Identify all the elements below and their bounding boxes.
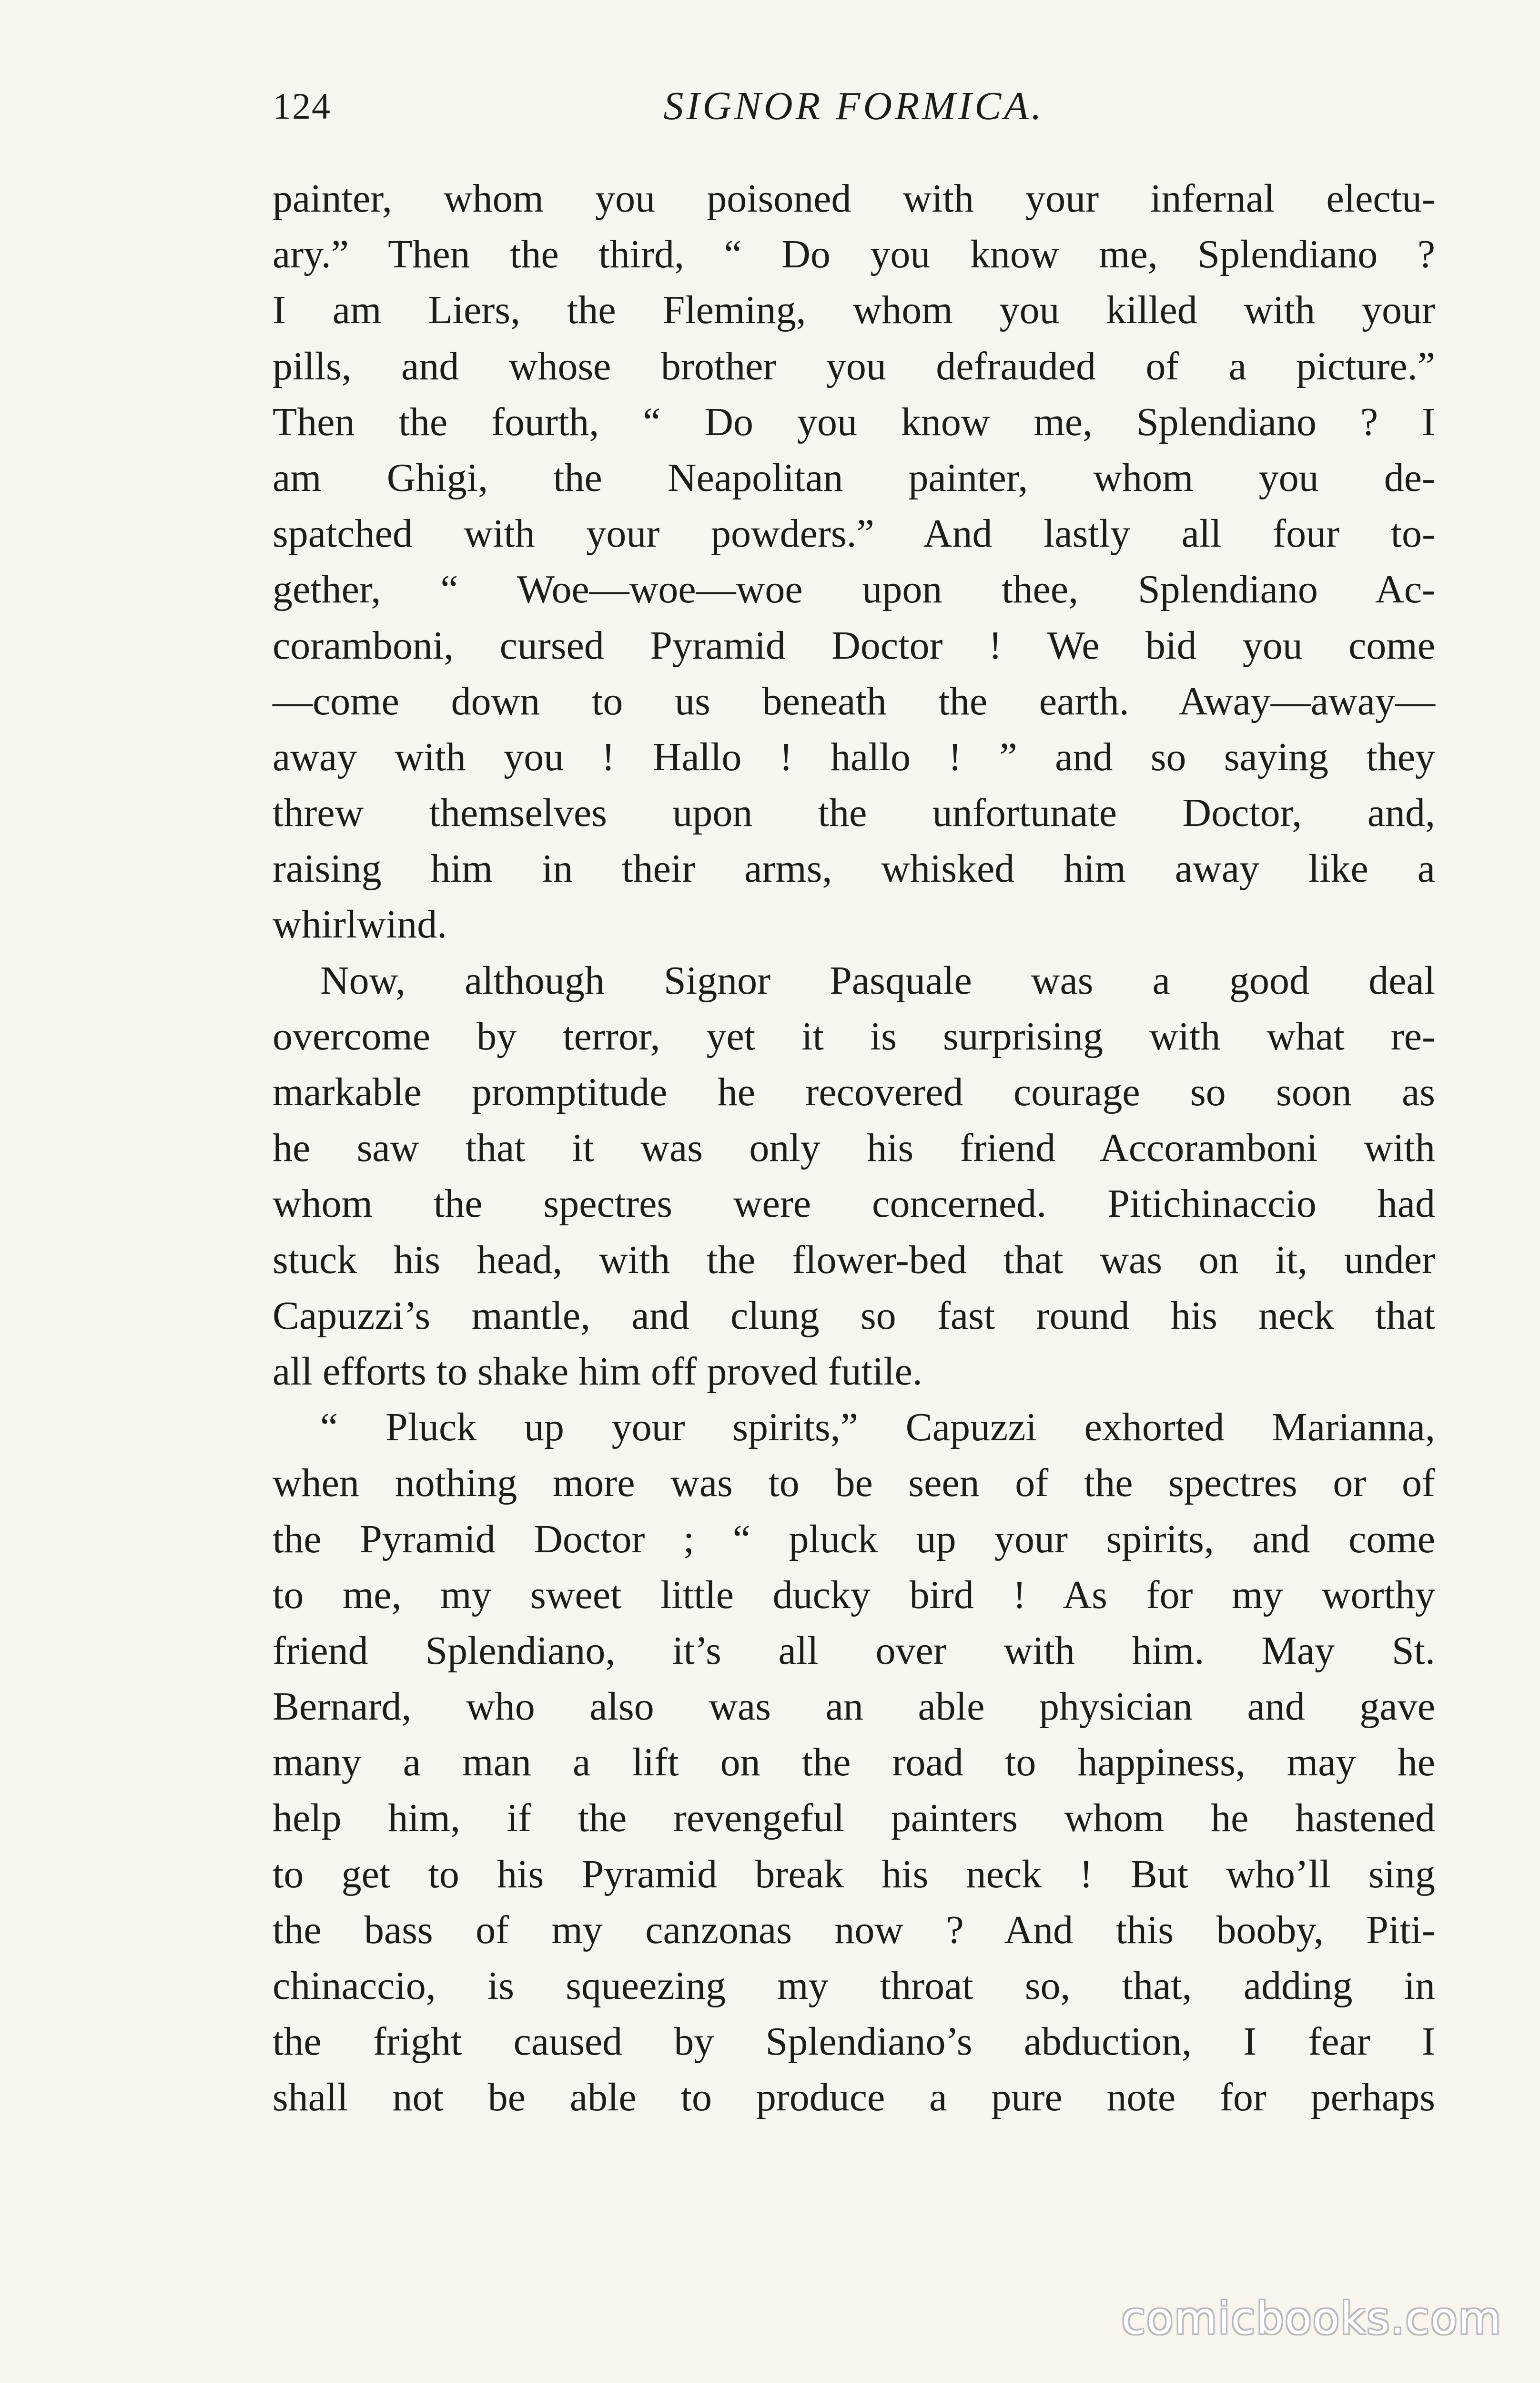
watermark: comicbooks.com <box>1121 2293 1502 2344</box>
text-line: pills, and whose brother you defrauded of a picture.” <box>273 344 1435 388</box>
text-line: Then the fourth, “ Do you know me, Splendiano ? I <box>273 399 1435 444</box>
text-line: whom the spectres were concerned. Pitichinaccio had <box>273 1181 1435 1226</box>
text-line: ary.” Then the third, “ Do you know me, Splendiano ? <box>273 232 1435 277</box>
text-line: coramboni, cursed Pyramid Doctor ! We bid you come <box>273 623 1435 668</box>
page-header <box>273 80 1435 132</box>
text-line: markable promptitude he recovered courage so soon as <box>273 1070 1435 1114</box>
text-line: overcome by terror, yet it is surprising with what re- <box>273 1014 1435 1059</box>
text-line: to me, my sweet little ducky bird ! As for my worthy <box>273 1572 1435 1617</box>
text-line: Capuzzi’s mantle, and clung so fast round his neck that <box>273 1293 1435 1338</box>
text-line: shall not be able to produce a pure note for perhaps <box>273 2075 1435 2120</box>
text-line: chinaccio, is squeezing my throat so, that, adding in <box>273 1964 1435 2008</box>
text-line: “ Pluck up your spirits,” Capuzzi exhorted Marianna, <box>320 1405 1435 1450</box>
text-line: friend Splendiano, it’s all over with him. May St. <box>273 1628 1435 1673</box>
text-line: painter, whom you poisoned with your infernal electu- <box>273 176 1435 221</box>
text-line: the bass of my canzonas now ? And this booby, Piti- <box>273 1907 1435 1952</box>
text-line: I am Liers, the Fleming, whom you killed with your <box>273 288 1435 333</box>
text-line: spatched with your powders.” And lastly all four to- <box>273 511 1435 556</box>
text-line: raising him in their arms, whisked him away like a <box>273 846 1435 891</box>
text-line: the fright caused by Splendiano’s abduction, I fear I <box>273 2019 1435 2064</box>
text-line: whirlwind. <box>273 902 447 947</box>
text-line: the Pyramid Doctor ; “ pluck up your spirits, and come <box>273 1517 1435 1561</box>
text-line: away with you ! Hallo ! hallo ! ” and so saying they <box>273 734 1435 779</box>
text-line: Bernard, who also was an able physician and gave <box>273 1684 1435 1729</box>
text-line: —come down to us beneath the earth. Away—away— <box>273 679 1435 723</box>
text-line: many a man a lift on the road to happiness, may he <box>273 1740 1435 1785</box>
running-head: SIGNOR FORMICA. <box>663 84 1044 128</box>
text-line: he saw that it was only his friend Accoramboni with <box>273 1126 1435 1171</box>
text-line: threw themselves upon the unfortunate Doctor, and, <box>273 791 1435 835</box>
text-line: when nothing more was to be seen of the spectres or of <box>273 1461 1435 1506</box>
text-line: to get to his Pyramid break his neck ! But who’ll sing <box>273 1852 1435 1896</box>
text-line: stuck his head, with the flower-bed that was on it, under <box>273 1237 1435 1282</box>
text-line: gether, “ Woe—woe—woe upon thee, Splendiano Ac- <box>273 567 1435 612</box>
text-line: all efforts to shake him off proved futile. <box>273 1349 922 1394</box>
text-line: help him, if the revengeful painters whom he hastened <box>273 1796 1435 1841</box>
text-line: Now, although Signor Pasquale was a good deal <box>320 958 1435 1003</box>
page-number: 124 <box>273 85 331 127</box>
body-text <box>273 171 1435 2126</box>
text-line: am Ghigi, the Neapolitan painter, whom you de- <box>273 455 1435 500</box>
